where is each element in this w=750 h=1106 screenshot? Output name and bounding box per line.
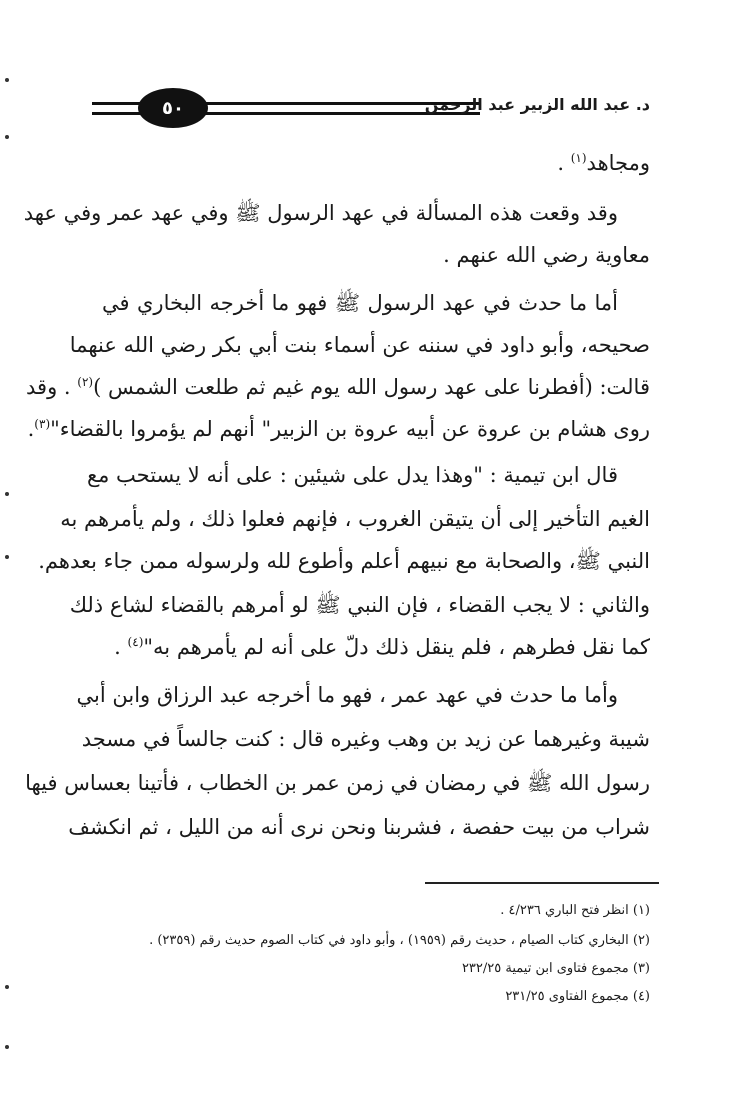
margin-mark [5, 1045, 9, 1049]
body-line: أما ما حدث في عهد الرسول ﷺ فهو ما أخرجه البخاري في [102, 291, 618, 315]
footnote: (٢) البخاري كتاب الصيام ، حديث رقم (١٩٥٩) ، وأبو داود في كتاب الصوم حديث رقم (٢٣٥٩) . [149, 933, 650, 948]
body-line: وأما ما حدث في عهد عمر ، فهو ما أخرجه عبد الرزاق وابن أبي [76, 683, 618, 707]
body-line: صحيحه، وأبو داود في سننه عن أسماء بنت أبي بكر رضي الله عنهما [69, 333, 650, 357]
body-line: النبي ﷺ، والصحابة مع نبيهم أعلم وأطوع لله ولرسوله ممن جاء بعدهم. [38, 549, 650, 573]
page-number: ٥٠ [138, 88, 208, 128]
body-line: قال ابن تيمية : "وهذا يدل على شيئين : على أنه لا يستحب مع [86, 463, 618, 487]
footnote: (٣) مجموع فتاوى ابن تيمية ٢٣٢/٢٥ [461, 961, 650, 976]
margin-mark [5, 555, 9, 559]
margin-mark [5, 492, 9, 496]
body-line: رسول الله ﷺ في رمضان في زمن عمر بن الخطاب ، فأتينا بعساس فيها [25, 771, 650, 795]
footnote: (١) انظر فتح الباري ٤/٢٣٦ . [500, 903, 650, 918]
body-line: روى هشام بن عروة عن أبيه عروة بن الزبير" أنهم لم يؤمروا بالقضاء"$^{(٣)}$. [27, 417, 650, 441]
footnote: (٤) مجموع الفتاوى ٢٣١/٢٥ [505, 989, 650, 1004]
margin-mark [5, 985, 9, 989]
body-line: شيبة وغيرهما عن زيد بن وهب وغيره قال : كنت جالساً في مسجد [81, 727, 650, 751]
body-line: قالت: (أفطرنا على عهد رسول الله يوم غيم ثم طلعت الشمس )$^{(٢)}$ . وقد [26, 375, 650, 399]
margin-mark [5, 78, 9, 82]
body-line: معاوية رضي الله عنهم . [443, 243, 650, 267]
body-line: الغيم التأخير إلى أن يتيقن الغروب ، فإنهم فعلوا ذلك ، ولم يأمرهم به [60, 507, 650, 531]
body-line: ومجاهد$^{(١)}$ . [557, 151, 650, 175]
footnote-rule [425, 882, 659, 884]
body-line: والثاني : لا يجب القضاء ، فإن النبي ﷺ لو أمرهم بالقضاء لشاع ذلك [69, 593, 650, 617]
body-line: كما نقل فطرهم ، فلم ينقل ذلك دلّ على أنه لم يأمرهم به"$^{(٤)}$ . [114, 635, 650, 659]
running-head: د. عبد الله الزبير عبد الرحمن [424, 95, 650, 114]
margin-mark [5, 135, 9, 139]
body-line: شراب من بيت حفصة ، فشربنا ونحن نرى أنه من الليل ، ثم انكشف [68, 815, 650, 839]
body-line: وقد وقعت هذه المسألة في عهد الرسول ﷺ وفي عهد عمر وفي عهد [23, 201, 618, 225]
